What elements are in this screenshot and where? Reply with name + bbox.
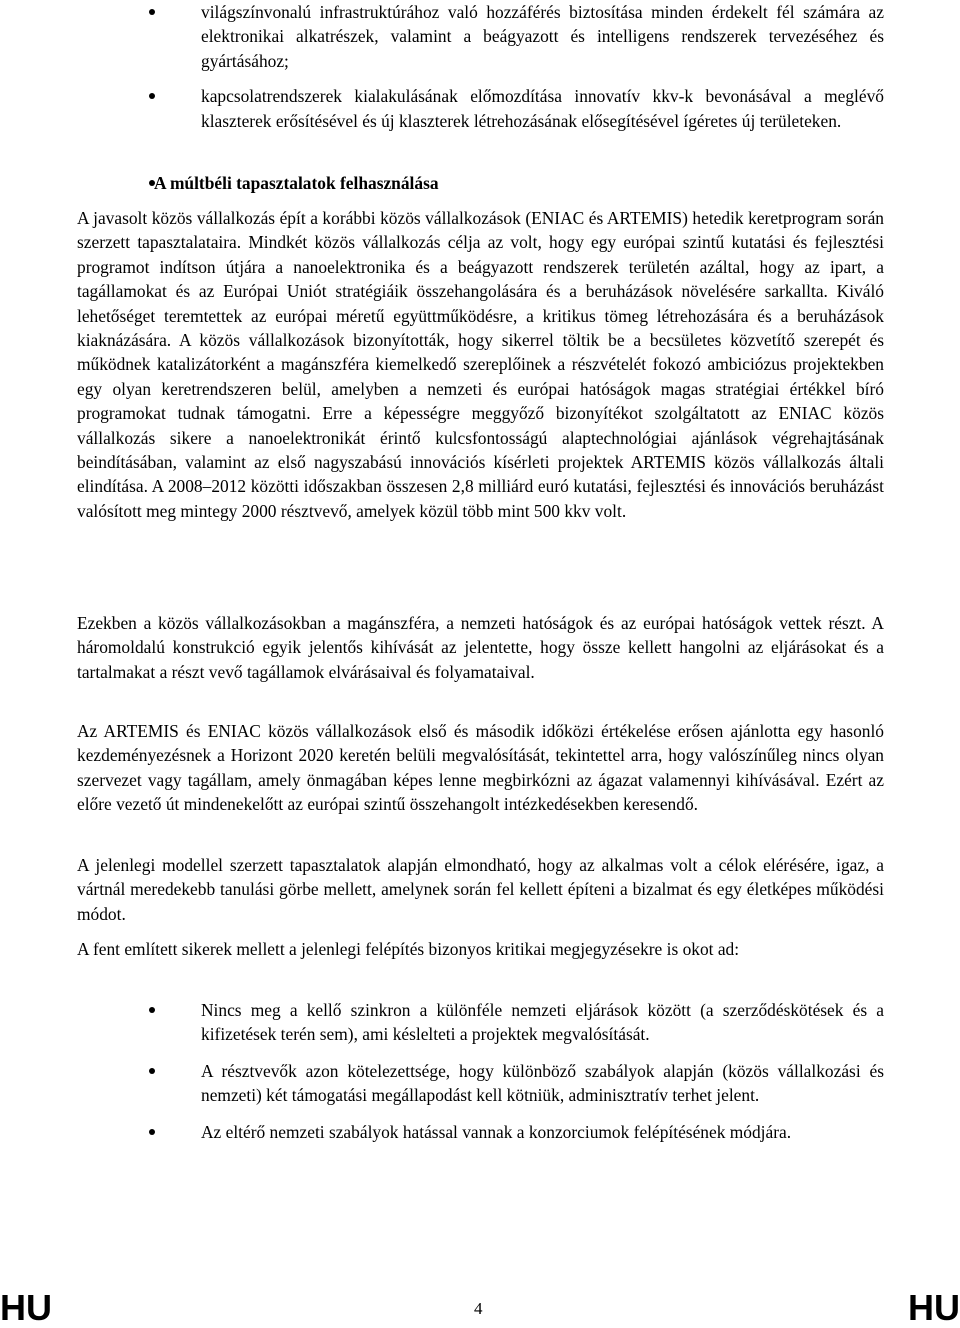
objectives-list xyxy=(77,0,884,144)
paragraph: Ezekben a közös vállalkozásokban a magánszféra, a nemzeti hatóságok és az európai hatóságok vettek részt. A háromoldalú konstrukció egyik jelentős kihívását az jelentette, hogy össze kellett hangolni az eljárásokat és a tartalmakat a részt vevő tagállamok elvárásaival és folyamataival. xyxy=(77,613,884,682)
language-code-left: HU xyxy=(0,1287,52,1328)
page-number: 4 xyxy=(474,1299,483,1318)
paragraph: A fent említett sikerek mellett a jelenlegi felépítés bizonyos kritikai megjegyzésekre is okot ad: xyxy=(77,939,740,959)
paragraph: Az ARTEMIS és ENIAC közös vállalkozások első és második időközi értékelése erősen ajánlotta egy hasonló kezdeményezésnek a Horizont 2020 keretén belüli megvalósítását, tekintettel arra, hogy valószínűleg nincs olyan szervezet vagy tagállam, amely önmagában képes lenne megbirkózni az ágazat valamennyi kihívásával. Ezért az előre vezető út mindenekelőtt az európai szintű összehangolt intézkedésekben keresendő. xyxy=(77,721,884,815)
list-item: kapcsolatrendszerek kialakulásának előmozdítása innovatív kkv-k bevonásával a meglévő klaszterek erősítésével és új klaszterek létrehozásának elősegítésével ígéretes új területeken. xyxy=(77,84,884,133)
paragraph: A javasolt közös vállalkozás épít a korábbi közös vállalkozások (ENIAC és ARTEMIS) hetedik keretprogram során szerzett tapasztalataira. Mindkét közös vállalkozás célja az volt, hogy egy európai szintű kutatási és fejlesztési programot indítson útjára a nanoelektronika és a beágyazott rendszerek területén azáltal, hogy az ipart, a tagállamokat és az Európai Uniót stratégiáik összehangolására és a beruházások növelésére sarkallta. Kiváló lehetőséget teremtettek az európai méretű együttműködésre, a kritikus tömeg létrehozására és a beruházások kiaknázására. A közös vállalkozások bizonyították, hogy sikerrel töltik be a becsületes közvetítő szerepét és működnek katalizátorként a magánszféra kiemelkedő szereplőinek a részvételét fokozó ambiciózus projektekben egy olyan keretrendszeren belül, amelyben a nemzeti és európai hatóságok magas stratégiai értékkel bíró programokat tudnak támogatni. Erre a képességre meggyőző bizonyítékot szolgáltatott az ENIAC közös vállalkozás sikere a nanoelektronikát érintő kulcsfontosságú alaptechnológiai ajánlások végrehajtásának beindításában, valamint az első nagyszabású innovációs kísérleti projektek ARTEMIS közös vállalkozás általi elindítása. A 2008–2012 közötti időszakban összesen 2,8 milliárd euró kutatási, fejlesztési és innovációs beruházást valósított meg mintegy 2000 résztvevő, amelyek közül több mint 500 kkv volt. xyxy=(77,208,884,521)
list-item: Az eltérő nemzeti szabályok hatással vannak a konzorciumok felépítésének módjára. xyxy=(77,1120,884,1144)
section-heading: A múltbéli tapasztalatok felhasználása xyxy=(154,173,439,193)
list-item: világszínvonalú infrastruktúrához való hozzáférés biztosítása minden érdekelt fél számára az elektronikai alkatrészek, valamint a beágyazott és intelligens rendszerek tervezéséhez és gyártásához; xyxy=(77,0,884,73)
language-code-right: HU xyxy=(908,1287,960,1328)
list-item: A résztvevők azon kötelezettsége, hogy különböző szabályok alapján (közös vállalkozási és nemzeti) két támogatási megállapodást kell kötniük, adminisztratív terhet jelent. xyxy=(77,1059,884,1108)
list-item: Nincs meg a kellő szinkron a különféle nemzeti eljárások között (a szerződéskötések és a kifizetések terén sem), ami késlelteti a projektek megvalósítását. xyxy=(77,998,884,1047)
paragraph: A jelenlegi modellel szerzett tapasztalatok alapján elmondható, hogy az alkalmas volt a célok elérésére, igaz, a vártnál meredekebb tanulási görbe mellett, amelynek során fel kellett építeni a bizalmat és egy életképes működési módot. xyxy=(77,855,884,924)
critique-list xyxy=(77,998,884,1156)
page-footer xyxy=(0,1280,960,1327)
